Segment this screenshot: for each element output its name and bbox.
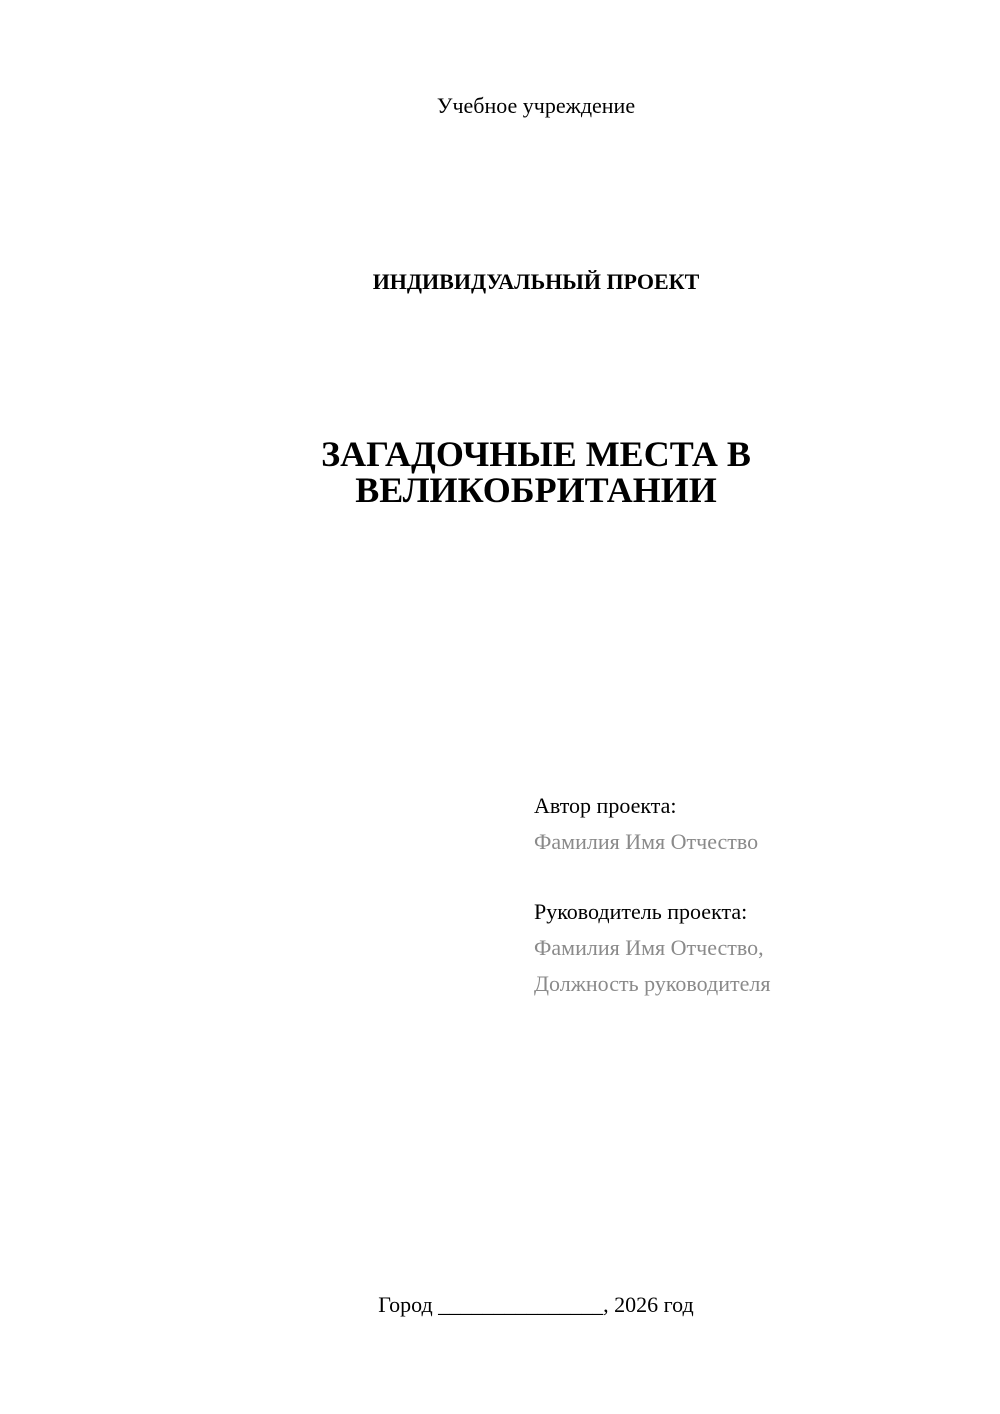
- supervisor-label: Руководитель проекта:: [534, 899, 748, 924]
- supervisor-name: Фамилия Имя Отчество,: [534, 935, 764, 960]
- author-name: Фамилия Имя Отчество: [534, 829, 759, 854]
- project-title: [0, 436, 1000, 508]
- project-title-line-1: ЗАГАДОЧНЫЕ МЕСТА В: [321, 434, 751, 474]
- institution-name: Учебное учреждение: [436, 93, 636, 118]
- project-type-heading: ИНДИВИДУАЛЬНЫЙ ПРОЕКТ: [372, 269, 700, 294]
- credits-spacer: [534, 860, 770, 894]
- project-title-line-2: ВЕЛИКОБРИТАНИИ: [355, 470, 717, 510]
- city-year-line: Город _______________, 2026 год: [378, 1292, 694, 1317]
- credits-block: [534, 788, 770, 1002]
- author-label: Автор проекта:: [534, 793, 677, 818]
- supervisor-position: Должность руководителя: [534, 971, 771, 996]
